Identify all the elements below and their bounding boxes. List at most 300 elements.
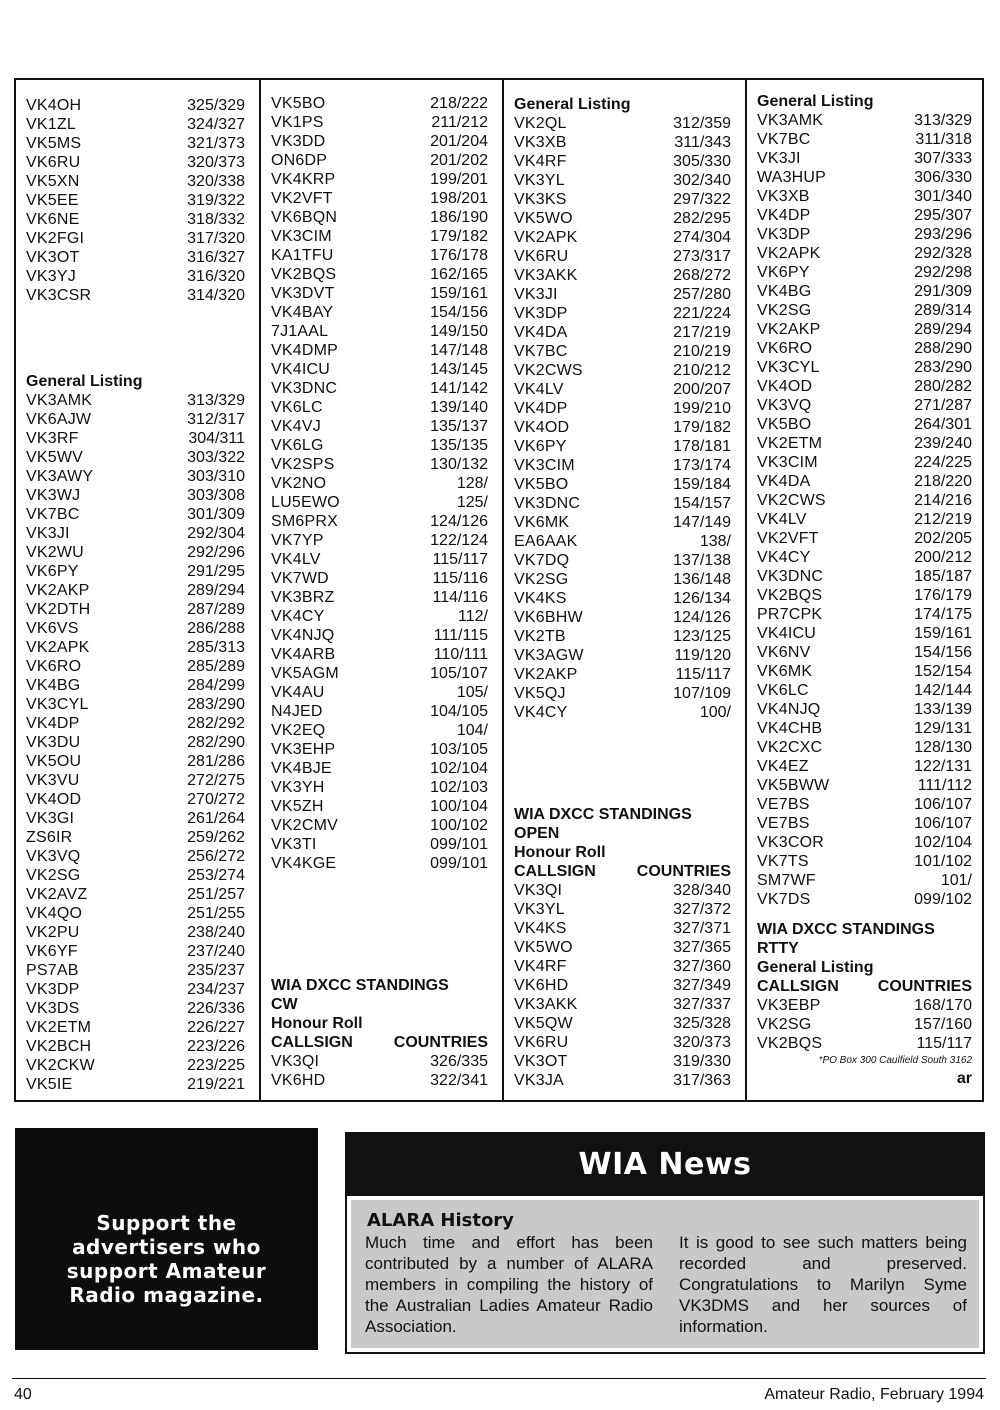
country-count: 218/222	[430, 95, 488, 112]
listing-row	[514, 684, 731, 703]
callsign: VK1ZL	[26, 116, 76, 133]
country-count: 316/320	[187, 268, 245, 285]
honour-roll-continued-list	[26, 96, 245, 305]
callsign: VK6NE	[26, 211, 80, 228]
callsign: VK4DP	[514, 400, 568, 417]
country-count: 272/275	[187, 772, 245, 789]
listing-row	[514, 266, 731, 285]
callsign: VK6RO	[26, 658, 82, 675]
open-list	[514, 881, 731, 1090]
country-count: 223/226	[187, 1038, 245, 1055]
callsign: VK2EQ	[271, 722, 326, 739]
listing-row	[757, 833, 972, 852]
callsign: VK3AWY	[26, 468, 94, 485]
country-count: 289/294	[914, 321, 972, 338]
callsign: VK5BO	[271, 95, 326, 112]
callsign: VK7BC	[514, 343, 568, 360]
listing-row	[514, 456, 731, 475]
callsign: VK4VJ	[271, 418, 321, 435]
rtty-standings-section	[757, 920, 972, 1088]
listing-row	[26, 999, 245, 1018]
country-count: 115/117	[916, 1035, 972, 1052]
listing-row	[757, 187, 972, 206]
country-count: 256/272	[187, 848, 245, 865]
listing-row	[757, 738, 972, 757]
country-count: 324/327	[187, 116, 245, 133]
listing-row	[271, 474, 488, 493]
country-count: 319/322	[187, 192, 245, 209]
country-count: 320/373	[187, 154, 245, 171]
listing-row	[514, 380, 731, 399]
country-count: 311/343	[674, 134, 731, 151]
callsign: KA1TFU	[271, 247, 334, 264]
country-count: 327/349	[673, 977, 731, 994]
callsign: N4JED	[271, 703, 323, 720]
callsign: VK4ICU	[271, 361, 330, 378]
column-1	[16, 80, 259, 1100]
callsign: VK2APK	[757, 245, 821, 262]
country-count: 130/132	[430, 456, 488, 473]
country-count: 212/219	[914, 511, 972, 528]
country-count: 221/224	[673, 305, 731, 322]
country-count: 268/272	[673, 267, 731, 284]
listing-row	[26, 809, 245, 828]
listing-row	[514, 646, 731, 665]
listing-row	[757, 434, 972, 453]
callsign: VK2AKP	[26, 582, 90, 599]
listing-row	[26, 790, 245, 809]
listing-row	[26, 1018, 245, 1037]
callsign: VK4CY	[271, 608, 325, 625]
country-count: 199/201	[430, 171, 488, 188]
listing-row	[26, 1056, 245, 1075]
listing-row	[271, 607, 488, 626]
callsign: VK4KGE	[271, 855, 337, 872]
callsign: VK6RU	[514, 248, 569, 265]
listing-row	[271, 94, 488, 113]
listing-row	[514, 399, 731, 418]
listing-row	[757, 700, 972, 719]
callsign: VK2CWS	[757, 492, 826, 509]
country-count: 107/109	[673, 685, 731, 702]
callsign: VK6BQN	[271, 209, 338, 226]
callsign: VK2BCH	[26, 1038, 92, 1055]
listing-row	[757, 263, 972, 282]
country-count: 110/111	[433, 646, 488, 663]
country-count: 157/160	[914, 1016, 972, 1033]
listing-row	[514, 133, 731, 152]
callsign: VK7WD	[271, 570, 329, 587]
callsign: VK6LC	[271, 399, 323, 416]
callsign: VK6PY	[514, 438, 567, 455]
callsign: VK6NV	[757, 644, 811, 661]
country-count: 154/156	[914, 644, 972, 661]
callsign: VK6AJW	[26, 411, 92, 428]
callsign: VK6BHW	[514, 609, 583, 626]
country-count: 176/178	[430, 247, 488, 264]
listing-row	[514, 976, 731, 995]
country-count: 295/307	[914, 207, 972, 224]
callsign: VK2WU	[26, 544, 84, 561]
callsign: VK5XN	[26, 173, 80, 190]
news-header: WIA News	[347, 1134, 983, 1196]
callsign: VK3XB	[757, 188, 810, 205]
listing-row	[757, 377, 972, 396]
listing-row	[26, 942, 245, 961]
country-count: 301/309	[187, 506, 245, 523]
callsign: VK2QL	[514, 115, 567, 132]
listing-row	[26, 695, 245, 714]
page-number: 40	[14, 1386, 32, 1403]
callsign: VK6HD	[271, 1072, 326, 1089]
listing-row	[514, 494, 731, 513]
callsign: VK3CYL	[757, 359, 820, 376]
country-count: 105/107	[430, 665, 488, 682]
country-count: 099/102	[914, 891, 972, 908]
callsign: VK2BQS	[757, 587, 823, 604]
callsign: VK2APK	[26, 639, 90, 656]
listing-row	[271, 170, 488, 189]
section-subheading: General Listing	[757, 959, 874, 976]
countries-header: COUNTRIES	[877, 978, 972, 995]
callsign: VK4OD	[26, 791, 82, 808]
listing-row	[271, 360, 488, 379]
country-count: 302/340	[673, 172, 731, 189]
listing-row	[26, 1075, 245, 1094]
section-heading: General Listing	[514, 96, 631, 113]
listing-row	[514, 995, 731, 1014]
listing-row	[26, 885, 245, 904]
country-count: 174/175	[914, 606, 972, 623]
country-count: 319/330	[673, 1053, 731, 1070]
callsign: VK3AMK	[757, 112, 824, 129]
listing-row	[271, 626, 488, 645]
country-count: 264/301	[914, 416, 972, 433]
callsign: VK3QI	[514, 882, 563, 899]
country-count: 235/237	[187, 962, 245, 979]
country-count: 154/157	[673, 495, 731, 512]
country-count: 325/328	[673, 1015, 731, 1032]
callsign: EA6AAK	[514, 533, 578, 550]
country-count: 238/240	[187, 924, 245, 941]
callsign: VK3JI	[514, 286, 558, 303]
news-paragraph-left: Much time and effort has been contributed by a number of ALARA members in compiling the history of the Australian Ladies Amateur Radio Association.	[365, 1233, 653, 1336]
country-count: 100/	[699, 704, 731, 721]
listing-row	[757, 282, 972, 301]
listing-row	[757, 567, 972, 586]
callsign: VK4LV	[757, 511, 807, 528]
country-count: 253/274	[187, 867, 245, 884]
callsign: VK3DNC	[271, 380, 338, 397]
callsign: VK5EE	[26, 192, 79, 209]
country-count: 317/363	[673, 1072, 731, 1089]
section-heading: General Listing	[757, 93, 874, 110]
country-count: 318/332	[187, 211, 245, 228]
country-count: 159/161	[430, 285, 488, 302]
country-count: 201/204	[430, 133, 488, 150]
callsign: VK3VU	[26, 772, 80, 789]
listing-row	[271, 493, 488, 512]
magazine-title: Amateur Radio, February 1994	[764, 1386, 984, 1403]
listing-row	[757, 358, 972, 377]
listing-row	[757, 206, 972, 225]
country-count: 103/105	[430, 741, 488, 758]
dxcc-standings-table	[14, 78, 984, 1102]
listing-row	[26, 134, 245, 153]
callsign: VK2BQS	[271, 266, 337, 283]
country-count: 283/290	[914, 359, 972, 376]
country-count: 274/304	[673, 229, 731, 246]
listing-row	[757, 643, 972, 662]
listing-row	[514, 608, 731, 627]
listing-row	[757, 624, 972, 643]
country-count: 186/190	[430, 209, 488, 226]
cw-list	[271, 1052, 488, 1090]
listing-row	[271, 531, 488, 550]
general-listing-list	[757, 111, 972, 909]
country-count: 317/320	[187, 230, 245, 247]
listing-row	[26, 581, 245, 600]
country-count: 251/255	[187, 905, 245, 922]
callsign: VK4OH	[26, 97, 82, 114]
listing-row	[26, 248, 245, 267]
callsign: VK2AKP	[757, 321, 821, 338]
listing-row	[757, 890, 972, 909]
callsign: VK6MK	[514, 514, 570, 531]
listing-row	[271, 1071, 488, 1090]
countries-header: COUNTRIES	[393, 1034, 488, 1051]
country-count: 224/225	[914, 454, 972, 471]
country-count: 226/336	[187, 1000, 245, 1017]
section-heading: General Listing	[26, 373, 143, 390]
callsign: VK5BO	[757, 416, 812, 433]
callsign: VK2SPS	[271, 456, 335, 473]
country-count: 139/140	[430, 399, 488, 416]
country-count: 226/227	[187, 1019, 245, 1036]
country-count: 099/101	[430, 855, 488, 872]
callsign: WA3HUP	[757, 169, 827, 186]
callsign: VK4RF	[514, 958, 567, 975]
country-count: 292/296	[187, 544, 245, 561]
listing-row	[26, 638, 245, 657]
callsign: VK3RF	[26, 430, 79, 447]
callsign: VK3CIM	[271, 228, 332, 245]
callsign: VK2FGI	[26, 230, 85, 247]
country-count: 239/240	[914, 435, 972, 452]
listing-row	[757, 472, 972, 491]
country-count: 178/181	[673, 438, 731, 455]
country-count: 176/179	[914, 587, 972, 604]
country-count: 280/282	[914, 378, 972, 395]
callsign: VK2VFT	[757, 530, 819, 547]
general-listing-list	[26, 391, 245, 1094]
listing-row	[26, 752, 245, 771]
section-heading: WIA DXCC STANDINGS	[271, 977, 449, 994]
listing-row	[514, 247, 731, 266]
callsign: VE7BS	[757, 796, 810, 813]
callsign: VK4DA	[757, 473, 811, 490]
callsign: ON6DP	[271, 152, 328, 169]
section-subheading: OPEN	[514, 825, 560, 842]
callsign: VK4DP	[757, 207, 811, 224]
listing-row	[26, 619, 245, 638]
country-count: 162/165	[430, 266, 488, 283]
callsign: VK2CKW	[26, 1057, 95, 1074]
country-count: 154/156	[430, 304, 488, 321]
listing-row	[757, 662, 972, 681]
listing-row	[757, 415, 972, 434]
listing-row	[271, 417, 488, 436]
callsign: VK2BQS	[757, 1035, 823, 1052]
country-count: 135/137	[430, 418, 488, 435]
country-count: 214/216	[914, 492, 972, 509]
listing-row	[757, 719, 972, 738]
open-standings-section	[514, 805, 731, 1090]
callsign: VK3YL	[514, 901, 565, 918]
callsign: VK4ICU	[757, 625, 816, 642]
listing-row	[271, 208, 488, 227]
country-count: 297/322	[673, 191, 731, 208]
callsign: VK4OD	[514, 419, 570, 436]
country-count: 219/221	[187, 1076, 245, 1093]
country-count: 327/371	[673, 920, 731, 937]
listing-row	[26, 733, 245, 752]
country-count: 261/264	[187, 810, 245, 827]
listing-row	[26, 96, 245, 115]
listing-row	[757, 757, 972, 776]
general-listing-section	[757, 92, 972, 909]
country-count: 114/116	[432, 589, 488, 606]
wia-news-box	[345, 1132, 985, 1354]
listing-row	[757, 586, 972, 605]
country-count: 185/187	[914, 568, 972, 585]
listing-row	[514, 342, 731, 361]
callsign: ZS6IR	[26, 829, 73, 846]
callsign: VK2AVZ	[26, 886, 88, 903]
country-count: 149/150	[430, 323, 488, 340]
callsign: VK4CY	[514, 704, 568, 721]
callsign: VK3YJ	[26, 268, 76, 285]
listing-row	[514, 900, 731, 919]
callsign: VK1PS	[271, 114, 324, 131]
callsign: VK3XB	[514, 134, 567, 151]
footer-rule	[12, 1378, 986, 1379]
country-count: 142/144	[914, 682, 972, 699]
listing-row	[514, 152, 731, 171]
listing-row	[271, 550, 488, 569]
listing-row	[757, 130, 972, 149]
country-count: 251/257	[187, 886, 245, 903]
country-count: 128/130	[914, 739, 972, 756]
callsign: 7J1AAL	[271, 323, 329, 340]
country-count: 115/117	[432, 551, 488, 568]
country-count: 128/	[456, 475, 488, 492]
country-count: 304/311	[188, 430, 245, 447]
callsign: VK3VQ	[757, 397, 812, 414]
callsign: VK3EHP	[271, 741, 336, 758]
callsign: VK6HD	[514, 977, 569, 994]
column-4	[745, 80, 986, 1100]
listing-row	[757, 149, 972, 168]
country-count: 284/299	[187, 677, 245, 694]
callsign: VK5OU	[26, 753, 82, 770]
listing-row	[26, 286, 245, 305]
callsign: VK2NO	[271, 475, 327, 492]
callsign: VK3OT	[26, 249, 80, 266]
country-count: 102/104	[430, 760, 488, 777]
country-count: 211/212	[431, 114, 488, 131]
callsign: VK5BWW	[757, 777, 830, 794]
listing-row	[271, 588, 488, 607]
country-count: 316/327	[187, 249, 245, 266]
listing-row	[271, 303, 488, 322]
callsign: VK3JI	[26, 525, 70, 542]
callsign: VK5IE	[26, 1076, 73, 1093]
country-count: 292/304	[187, 525, 245, 542]
country-count: 124/126	[673, 609, 731, 626]
listing-row	[271, 816, 488, 835]
listing-row	[271, 132, 488, 151]
listing-row	[26, 448, 245, 467]
listing-row	[514, 703, 731, 722]
listing-row	[26, 191, 245, 210]
callsign: VK3OT	[514, 1053, 568, 1070]
listing-row	[271, 151, 488, 170]
callsign: VK4BG	[757, 283, 812, 300]
callsign: VK4CY	[757, 549, 811, 566]
listing-row	[26, 980, 245, 999]
listing-row	[26, 153, 245, 172]
callsign: VK5WO	[514, 210, 573, 227]
listing-row	[757, 244, 972, 263]
listing-row	[26, 210, 245, 229]
callsign: VK5WV	[26, 449, 84, 466]
country-count: 141/142	[430, 380, 488, 397]
country-count: 159/161	[914, 625, 972, 642]
listing-row	[514, 532, 731, 551]
country-count: 282/295	[673, 210, 731, 227]
country-count: 218/220	[914, 473, 972, 490]
country-count: 291/295	[187, 563, 245, 580]
country-count: 199/210	[673, 400, 731, 417]
callsign: VK3CSR	[26, 287, 92, 304]
country-count: 327/365	[673, 939, 731, 956]
country-count: 115/117	[675, 666, 731, 683]
country-count: 179/182	[430, 228, 488, 245]
listing-row	[26, 923, 245, 942]
country-count: 313/329	[187, 392, 245, 409]
listing-row	[26, 410, 245, 429]
callsign: VK3CIM	[757, 454, 818, 471]
callsign: VK6VS	[26, 620, 79, 637]
country-count: 173/174	[673, 457, 731, 474]
country-count: 122/131	[914, 758, 972, 775]
callsign: VK4EZ	[757, 758, 809, 775]
listing-row	[514, 285, 731, 304]
country-count: 100/104	[430, 798, 488, 815]
section-subheading: CW	[271, 996, 298, 1013]
country-count: 100/102	[430, 817, 488, 834]
general-listing-section	[514, 95, 731, 722]
ad-text: Support the advertisers who support Amateur Radio magazine.	[66, 1211, 267, 1307]
country-count: 283/290	[187, 696, 245, 713]
general-listing-section	[26, 372, 245, 1094]
listing-row	[26, 562, 245, 581]
country-count: 322/341	[430, 1072, 488, 1089]
country-count: 327/372	[673, 901, 731, 918]
column-headers	[514, 862, 731, 881]
listing-row	[26, 267, 245, 286]
